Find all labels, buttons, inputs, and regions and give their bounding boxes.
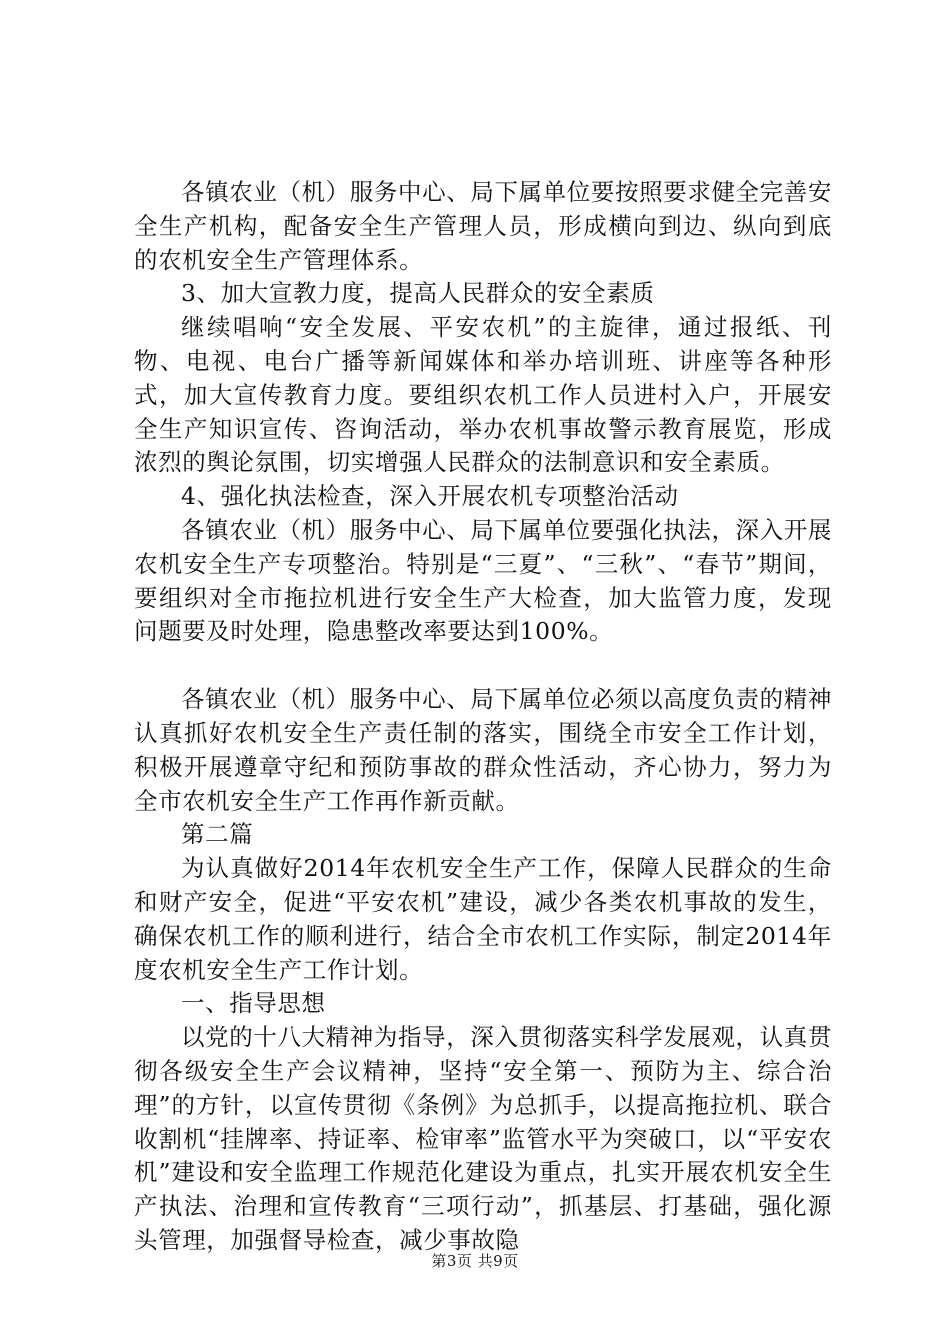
document-body [134, 176, 832, 1258]
section-heading-guiding-ideology: 一、指导思想 [181, 989, 326, 1018]
paragraph-guiding-ideology: 以党的十八大精神为指导，深入贯彻落实科学发展观，认真贯彻各级安全生产会议精神，坚持“安全第一、预防为主、综合治理”的方针，以宣传贯彻《条例》为总抓手，以提高拖拉机、联合收割机“挂牌率、持证率、检审率”监管水平为突破口，以“平安农机”建设和安全监理工作规范化建设为重点，扎实开展农机安全生产执法、治理和宣传教育“三项行动”，抓基层、打基础，强化源头管理，加强督导检查，减少事故隐 [134, 1023, 832, 1254]
paragraph-law-enforcement: 各镇农业（机）服务中心、局下属单位要强化执法，深入开展农机安全生产专项整治。特别是“三夏”、“三秋”、“春节”期间，要组织对全市拖拉机进行安全生产大检查，加大监管力度，发现问题要及时处理，隐患整改率要达到100%。 [134, 515, 832, 646]
section-heading-3: 3、加大宣教力度，提高人民群众的安全素质 [181, 279, 655, 308]
section-heading-4: 4、强化执法检查，深入开展农机专项整治活动 [181, 482, 679, 511]
paragraph-conclusion: 各镇农业（机）服务中心、局下属单位必须以高度负责的精神认真抓好农机安全生产责任制的落实，围绕全市安全工作计划，积极开展遵章守纪和预防事故的群众性活动，齐心协力，努力为全市农机安全生产工作再作新贡献。 [134, 685, 832, 815]
paragraph-publicity-education: 继续唱响“安全发展、平安农机”的主旋律，通过报纸、刊物、电视、电台广播等新闻媒体和举办培训班、讲座等各种形式，加大宣传教育力度。要组织农机工作人员进村入户，开展安全生产知识宣传、咨询活动，举办农机事故警示教育展览，形成浓烈的舆论氛围，切实增强人民群众的法制意识和安全素质。 [134, 313, 832, 477]
paragraph-safety-organization: 各镇农业（机）服务中心、局下属单位要按照要求健全完善安全生产机构，配备安全生产管理人员，形成横向到边、纵向到底的农机安全生产管理体系。 [134, 178, 832, 274]
part-heading-second: 第二篇 [181, 820, 254, 849]
paragraph-introduction-2014: 为认真做好2014年农机安全生产工作，保障人民群众的生命和财产安全，促进“平安农机”建设，减少各类农机事故的发生，确保农机工作的顺利进行，结合全市农机工作实际，制定2014年度农机安全生产工作计划。 [134, 854, 832, 984]
page-number-footer: 第3页 共9页 [431, 1252, 519, 1270]
paragraph-gap [134, 649, 832, 683]
